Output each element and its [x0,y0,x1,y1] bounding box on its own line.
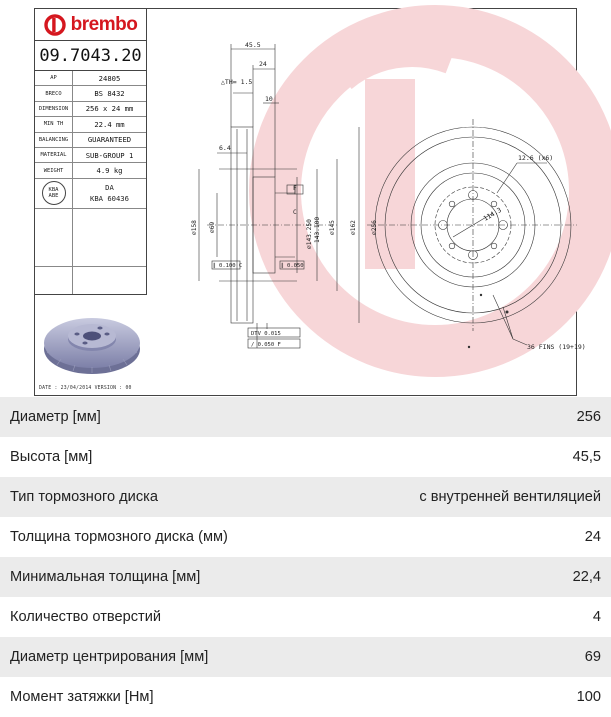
spec-label: Момент затяжки [Нм] [10,689,154,705]
table-row [0,477,611,517]
spec-value: 100 [576,689,601,705]
table-row [0,557,611,597]
spec-row [35,148,146,163]
spec-row [35,133,146,148]
ref-f: F [293,185,297,192]
fins-label: 36 FINS (19+19) [527,343,586,351]
spec-value: 24 [584,529,601,545]
brake-disc-photo [41,309,143,381]
table-row [0,597,611,637]
date-version: DATE : 23/04/2014 VERSION : 00 [39,386,132,391]
technical-drawing [34,8,586,396]
spec-row [35,163,146,178]
spec-value: 69 [584,649,601,665]
spec-label: Количество отверстий [10,609,162,625]
spec-label: Диаметр центрирования [мм] [10,649,209,665]
dim-24: 24 [259,60,267,68]
pcd-label: 114.3 [482,206,503,223]
spec-value: 45,5 [572,449,601,465]
dim-143-250: ∅143.250 [306,219,313,249]
spec-row [35,71,146,86]
kba-line-2: KBA 60436 [90,194,129,204]
spec-key: WEIGHT [35,163,73,177]
dim-143-100: 143.100 [314,216,321,243]
runout-tolerance: ∕ 0.050 F [251,342,281,348]
spec-key: BALANCING [35,133,73,147]
kba-row [35,179,146,209]
spec-value: 22.4 mm [94,119,125,129]
spec-row [35,86,146,101]
spec-block [35,71,147,295]
spec-key: AP [35,71,73,85]
spec-value: 4 [592,609,601,625]
spec-label: Тип тормозного диска [10,489,158,505]
spec-label: Высота [мм] [10,449,93,465]
tol-right: ∥ 0.050 [281,263,304,269]
dim-6-4: 6.4 [219,144,231,152]
spec-value: SUB-GROUP 1 [85,150,134,160]
spec-value: 256 [576,409,601,425]
spec-row [35,102,146,117]
spec-key: MATERIAL [35,148,73,162]
dim-145: ∅145 [329,220,336,235]
table-row [0,677,611,717]
table-row [0,437,611,477]
dim-158: ∅158 [191,220,198,235]
table-row [0,517,611,557]
table-row [0,397,611,437]
dim-256: ∅256 [371,220,378,235]
spec-row [35,117,146,132]
table-row [0,637,611,677]
specs-table [0,397,611,717]
kba-abe-badge-icon: KBA ABE [42,181,66,205]
ref-c: C [293,209,297,216]
dim-162: ∅162 [350,220,357,235]
dim-45-5: 45.5 [245,41,261,49]
spec-key: MIN TH [35,117,73,131]
dim-th: △TH= 1.5 [221,78,253,86]
kba-line-1: DA [105,182,114,192]
dtv-tolerance: DTV 0.015 [251,331,281,337]
spec-value: BS 8432 [94,89,125,99]
part-number: 09.7043.20 [35,41,147,71]
disc-technical-drawing [147,9,586,397]
spec-value: 22,4 [572,569,601,585]
spec-label: Минимальная толщина [мм] [10,569,201,585]
tol-left: ∥ 0.100 C [213,263,243,269]
dim-10: 10 [265,95,273,103]
spec-key: DIMENSION [35,102,73,116]
spec-value: 24805 [98,73,121,83]
spec-value: GUARANTEED [87,135,132,145]
spec-value: 4.9 kg [96,166,123,176]
spec-key: BRECO [35,86,73,100]
spec-label: Толщина тормозного диска (мм) [10,529,228,545]
spec-label: Диаметр [мм] [10,409,101,425]
brand-header [35,9,147,41]
holes-label: 12.6 (x6) [518,154,554,162]
brembo-logo-icon [44,14,66,36]
dim-69: ∅69 [209,221,216,233]
spec-value: с внутренней вентиляцией [419,489,601,505]
brand-name: brembo [70,13,138,35]
spec-value: 256 x 24 mm [85,104,134,114]
